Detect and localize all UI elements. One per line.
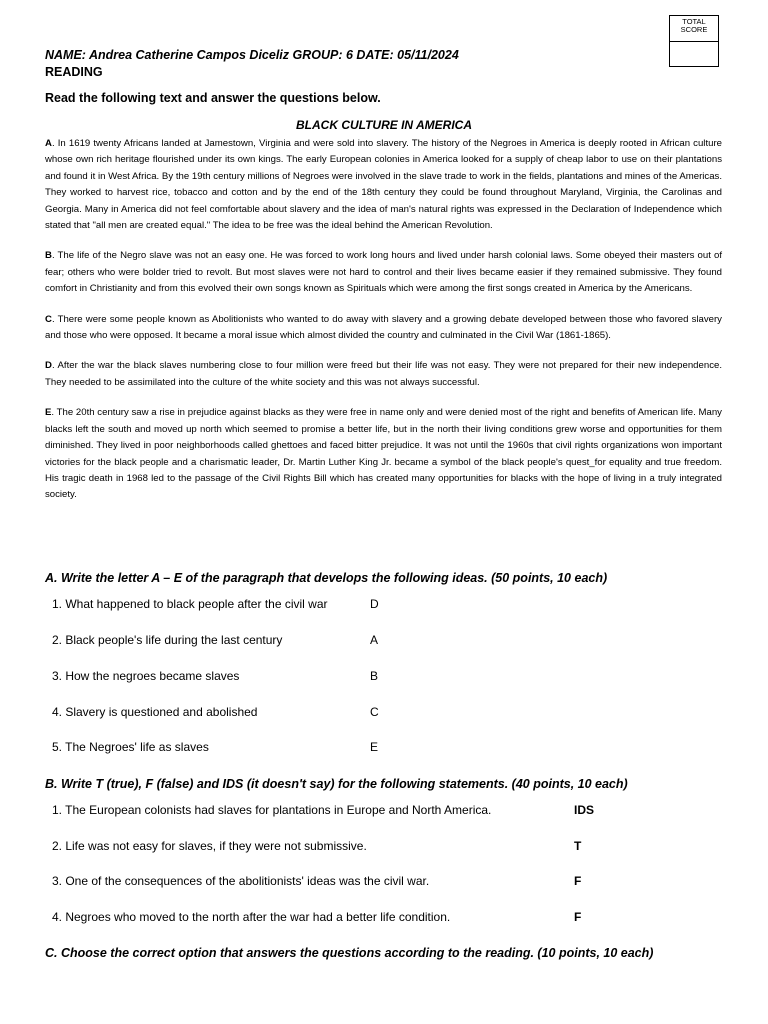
reading-passage	[45, 136, 722, 518]
paragraph-text: The life of the Negro slave was not an easy one. He was forced to work long hours and lived under harsh colonial laws. Some obeyed their masters out of fear; others who were bolder tried to revolt. But most slaves were not hard to control and their lives became easier if they remained submissive. They found comfort in Christianity and from this evolved their own songs known as Spirituals which were among the first songs created in America by the Americans.	[45, 250, 722, 295]
paragraph-letter: E	[45, 407, 52, 419]
section-a-question: 4. Slavery is questioned and abolished	[52, 705, 258, 719]
paragraph-letter: C	[45, 313, 52, 325]
paragraph-letter: D	[45, 360, 52, 372]
paragraph-letter: A	[45, 138, 52, 149]
section-b-answer: IDS	[574, 803, 595, 817]
paragraph-text: After the war the black slaves numbering close to four million were freed but their life was not easy. They were not prepared for their new independence. They needed to be assimilated into the culture of the white society and this was not always successful.	[45, 360, 722, 388]
paragraph-e	[45, 405, 722, 503]
section-b-statement: 4. Negroes who moved to the north after the war had a better life condition.	[52, 910, 451, 924]
section-a-question: 1. What happened to black people after the civil war	[52, 597, 328, 611]
paragraph-d	[45, 358, 722, 391]
paragraph-separator: .	[51, 360, 58, 372]
section-b-statement: 2. Life was not easy for slaves, if they were not submissive.	[52, 839, 367, 853]
header	[45, 47, 645, 81]
paragraph-text: The 20th century saw a rise in prejudice against blacks as they were free in name only and were denied most of the right and benefits of American life. Many blacks left the south and moved up north which seemed to promise a better life, but in the north their living conditions grew worse and opportunities for them diminished. They lived in poor neighborhoods called ghettoes and faced bitter prejudice. It was not until the 1960s that civil rights organizations won important victories for the black people and a charismatic leader, Dr. Martin Luther King Jr. became a symbol of the black people's quest_for equality and true freedom. His tragic death in 1968 led to the passage of the Civil Rights Bill which has created many opportunities for blacks with the hope of living in a truly integrated society.	[45, 407, 722, 501]
section-c-heading: C. Choose the correct option that answers the questions according to the reading. (10 points, 10 each)	[45, 946, 654, 960]
section-b-statement: 3. One of the consequences of the abolitionists' ideas was the civil war.	[52, 874, 430, 888]
total-score-box	[669, 15, 719, 67]
paragraph-separator: .	[51, 138, 58, 149]
section-a-question: 5. The Negroes' life as slaves	[52, 740, 209, 754]
section-b-answer: F	[574, 910, 582, 924]
section-a-question: 2. Black people's life during the last century	[52, 633, 283, 647]
reading-title: BLACK CULTURE IN AMERICA	[296, 118, 472, 132]
section-a-answer: E	[370, 740, 379, 754]
section-b-answer: F	[574, 874, 582, 888]
section-b-statement: 1. The European colonists had slaves for plantations in Europe and North America.	[52, 803, 492, 817]
instruction-text: Read the following text and answer the questions below.	[45, 91, 381, 105]
section-a-answer: B	[370, 669, 379, 683]
paragraph-c	[45, 312, 722, 345]
paragraph-separator: .	[51, 407, 57, 419]
section-a-answer: D	[370, 597, 379, 611]
paragraph-a	[45, 136, 722, 234]
reading-label: READING	[45, 65, 103, 79]
student-info-line: NAME: Andrea Catherine Campos Diceliz GROUP: 6 DATE: 05/11/2024	[45, 48, 459, 62]
section-b-answer: T	[574, 839, 582, 853]
section-a-answer: C	[370, 705, 379, 719]
total-score-label: TOTAL SCORE	[670, 16, 718, 42]
paragraph-letter: B	[45, 250, 52, 262]
section-b-heading: B. Write T (true), F (false) and IDS (it doesn't say) for the following statements. (40 points, 10 each)	[45, 777, 628, 791]
paragraph-text: There were some people known as Abolitionists who wanted to do away with slavery and a growing debate developed between those who favored slavery and those who were opposed. It became a moral issue which almost divided the country and culminated in the Civil War (1861-1865).	[45, 313, 722, 342]
section-a-question: 3. How the negroes became slaves	[52, 669, 240, 683]
section-a-answer: A	[370, 633, 379, 647]
paragraph-separator: .	[51, 250, 58, 262]
paragraph-text: In 1619 twenty Africans landed at Jamestown, Virginia and were sold into slavery. The history of the Negroes in America is deeply rooted in African culture whose own rich heritage flourished under its own kings. The early European colonies in America looked for a supply of cheap labor to use on their plantations and found it in West Africa. By the 19th century millions of Negroes were involved in the slave trade to work in the fields, plantations and mines of the Americas. They worked to harvest rice, tobacco and cotton and by the end of the 18th century they could be found throughout Maryland, Virginia, the Carolinas and Georgia. Many in America did not feel comfortable about slavery and the idea of man's natural rights was expressed in the Declaration of Independence which stated that "all men are created equal." The idea to be free was the ideal behind the American Revolution.	[45, 138, 722, 232]
paragraph-separator: .	[51, 313, 58, 325]
paragraph-b	[45, 248, 722, 297]
section-a-heading: A. Write the letter A – E of the paragraph that develops the following ideas. (50 points, 10 each)	[45, 571, 608, 585]
